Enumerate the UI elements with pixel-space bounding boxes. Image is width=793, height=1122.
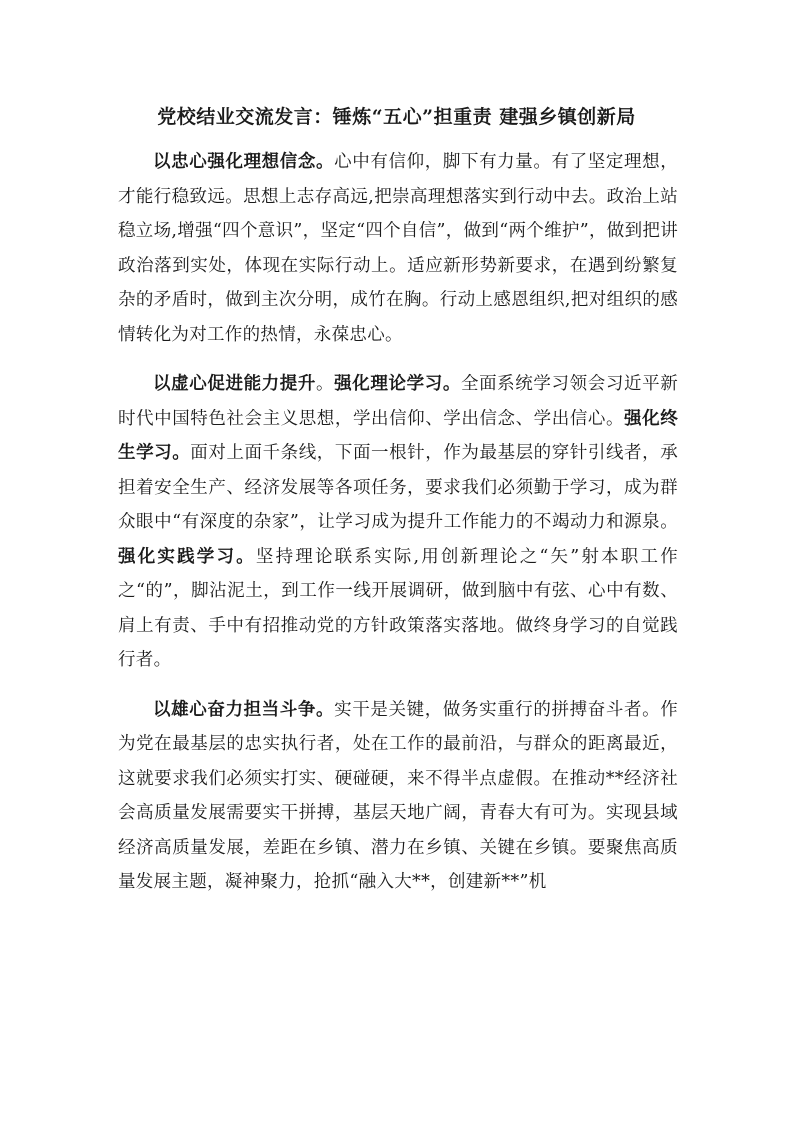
paragraph-heading: 以雄心奋力担当斗争。 — [153, 699, 335, 720]
document-body — [118, 145, 678, 915]
paragraph-loyalty — [118, 145, 678, 352]
subheading-practice-study: 强化实践学习。 — [118, 546, 256, 567]
paragraph-text: 实干是关键，做务实重行的拼搏奋斗者。作为党在最基层的忠实执行者，处在工作的最前沿，与群众的距离最近，这就要求我们必须实打实、硬碰硬，来不得半点虚假。在推动**经济社会高质量发展需要实干拼搏，基层天地广阔，青春大有可为。实现县域经济高质量发展，差距在乡镇、潜力在乡镇、关键在乡镇。要聚焦高质量发展主题，凝神聚力，抢抓“融入大**，创建新**”机 — [118, 699, 679, 892]
subheading-lifelong-study: 强化终生学习。 — [118, 408, 678, 463]
document-title: 党校结业交流发言：锤炼“五心”担重责 建强乡镇创新局 — [157, 106, 636, 128]
paragraph-humility — [118, 367, 678, 678]
heading-separator: 。 — [316, 374, 335, 394]
paragraph-text: 面对上面千条线，下面一根针，作为最基层的穿针引线者，承担着安全生产、经济发展等各项任务，要求我们必须勤于学习，成为群众眼中“有深度的杂家”，让学习成为提升工作能力的不竭动力和源泉。 — [118, 443, 678, 532]
paragraph-text: 全面系统学习领会习近平新时代中国特色社会主义思想，学出信仰、学出信念、学出信心。 — [118, 374, 678, 429]
paragraph-heading: 以虚心促进能力提升 — [153, 374, 317, 394]
paragraph-text: 坚持理论联系实际,用创新理论之“矢”射本职工作之“的”，脚沾泥土，到工作一线开展调研，做到脑中有弦、心中有数、肩上有责、手中有招推动党的方针政策落实落地。做终身学习的自觉践行者。 — [118, 546, 678, 670]
paragraph-text: 心中有信仰，脚下有力量。有了坚定理想，才能行稳致远。思想上志存高远,把崇高理想落实到行动中去。政治上站稳立场,增强“四个意识”，坚定“四个自信”，做到“两个维护”，做到把讲政治落到实处，体现在实际行动上。适应新形势新要求，在遇到纷繁复杂的矛盾时，做到主次分明，成竹在胸。行动上感恩组织,把对组织的感情转化为对工作的热情，永葆忠心。 — [118, 152, 679, 345]
paragraph-ambition — [118, 693, 678, 900]
paragraph-heading: 以忠心强化理想信念。 — [153, 152, 335, 172]
subheading-theory-study: 强化理论学习。 — [334, 374, 461, 394]
